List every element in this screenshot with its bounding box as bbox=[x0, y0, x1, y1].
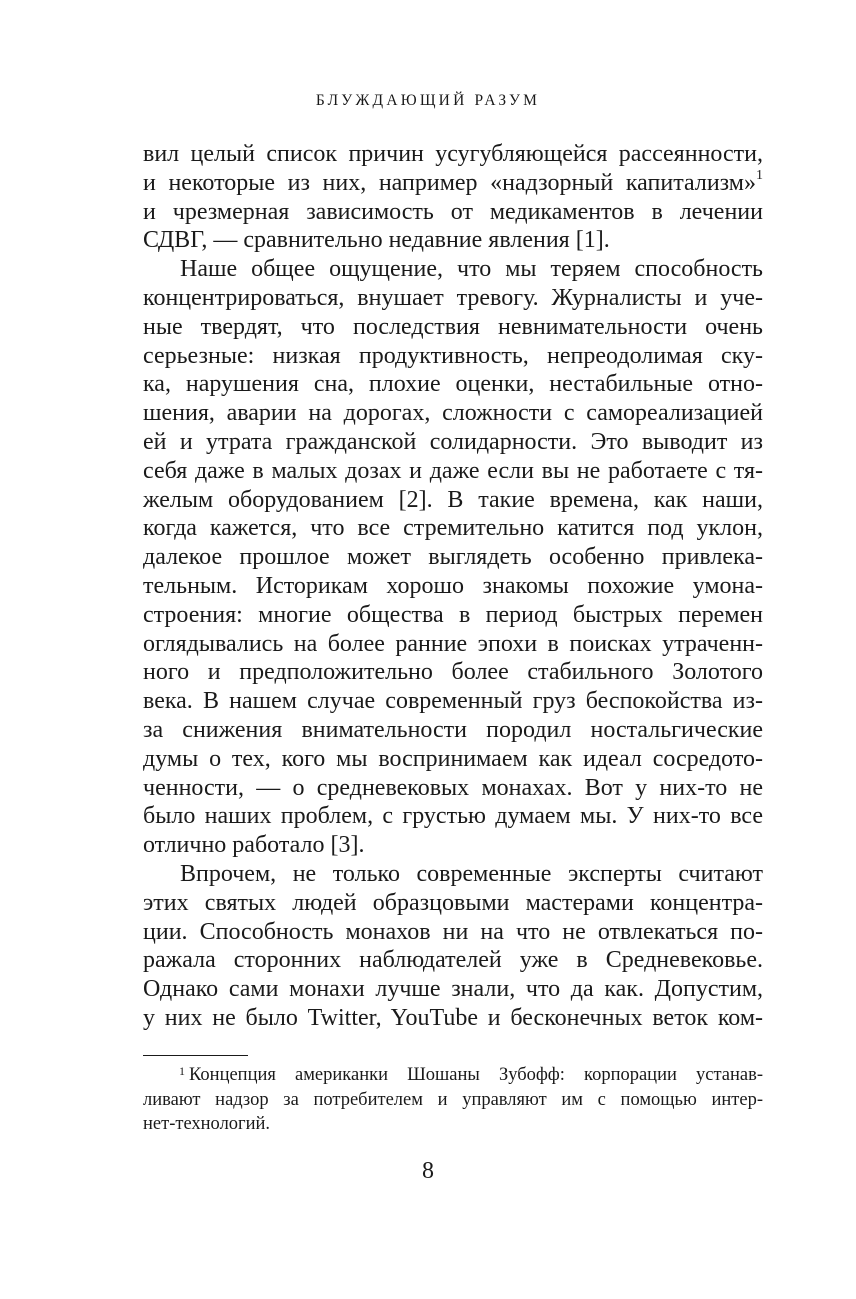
body-line: себя даже в малых дозах и даже если вы не работаете с тя- bbox=[143, 457, 763, 484]
body-line: ей и утрата гражданской солидарности. Это выводит из bbox=[143, 428, 763, 455]
body-line: этих святых людей образцовыми мастерами концентра- bbox=[143, 889, 763, 916]
body-line: ражала сторонних наблюдателей уже в Средневековье. bbox=[143, 947, 763, 974]
footnote-line: ливают надзор за потребителем и управляют им с помощью интер- bbox=[143, 1089, 763, 1110]
footnote-text: Концепция американки Шошаны Зубофф: корпорации устанав- bbox=[189, 1065, 763, 1085]
body-line: тельным. Историкам хорошо знакомы похожие умона- bbox=[143, 572, 763, 599]
body-line: ка, нарушения сна, плохие оценки, нестабильные отно- bbox=[143, 371, 763, 398]
body-line: желым оборудованием [2]. В такие времена, как наши, bbox=[143, 486, 763, 513]
body-line: вил целый список причин усугубляющейся рассеянности, bbox=[143, 141, 763, 167]
footnote-marker: 1 bbox=[179, 1064, 185, 1078]
body-line: и чрезмерная зависимость от медикаментов в лечении bbox=[143, 198, 763, 225]
body-text bbox=[143, 140, 763, 1033]
footnote bbox=[143, 1063, 763, 1137]
body-line-with-footnote bbox=[143, 169, 763, 198]
body-line: ного и предположительно более стабильного Золотого bbox=[143, 659, 763, 686]
paragraph-start-line: Впрочем, не только современные эксперты считают bbox=[180, 860, 763, 887]
body-line: концентрироваться, внушает тревогу. Журналисты и уче- bbox=[143, 284, 763, 311]
footnote-divider bbox=[143, 1055, 248, 1056]
body-line: было наших проблем, с грустью думаем мы. У них-то все bbox=[143, 803, 763, 830]
body-line: ные твердят, что последствия невнимательности очень bbox=[143, 313, 763, 340]
body-line: думы о тех, кого мы воспринимаем как идеал сосредото- bbox=[143, 745, 763, 772]
body-line: шения, аварии на дорогах, сложности с самореализацией bbox=[143, 400, 763, 427]
page-number: 8 bbox=[422, 1158, 434, 1184]
body-line: ченности, — о средневековых монахах. Вот у них-то не bbox=[143, 774, 763, 801]
body-line: оглядывались на более ранние эпохи в поисках утраченн- bbox=[143, 630, 763, 657]
body-line: строения: многие общества в период быстрых перемен bbox=[143, 601, 763, 628]
body-line: отлично работало [3]. bbox=[143, 832, 365, 859]
body-line: века. В нашем случае современный груз беспокойства из- bbox=[143, 688, 763, 715]
body-line: СДВГ, — сравнительно недавние явления [1]. bbox=[143, 227, 610, 254]
body-line: далекое прошлое может выглядеть особенно привлека- bbox=[143, 544, 763, 571]
body-line: серьезные: низкая продуктивность, непреодолимая ску- bbox=[143, 342, 763, 369]
body-line-text: и некоторые из них, например «надзорный капитализм» bbox=[143, 169, 756, 196]
footnote-line: нет-технологий. bbox=[143, 1114, 271, 1134]
footnote-reference: 1 bbox=[756, 167, 763, 183]
footnote-line bbox=[143, 1063, 763, 1088]
body-line: Однако сами монахи лучше знали, что да как. Допустим, bbox=[143, 976, 763, 1003]
running-head: БЛУЖДАЮЩИЙ РАЗУМ bbox=[315, 92, 541, 109]
body-line: когда кажется, что все стремительно катится под уклон, bbox=[143, 515, 763, 542]
body-line: ции. Способность монахов ни на что не отвлекаться по- bbox=[143, 918, 763, 945]
body-line: у них не было Twitter, YouTube и бесконечных веток ком- bbox=[143, 1004, 763, 1031]
paragraph-start-line: Наше общее ощущение, что мы теряем способность bbox=[180, 256, 763, 283]
body-line: за снижения внимательности породил ностальгические bbox=[143, 716, 763, 743]
